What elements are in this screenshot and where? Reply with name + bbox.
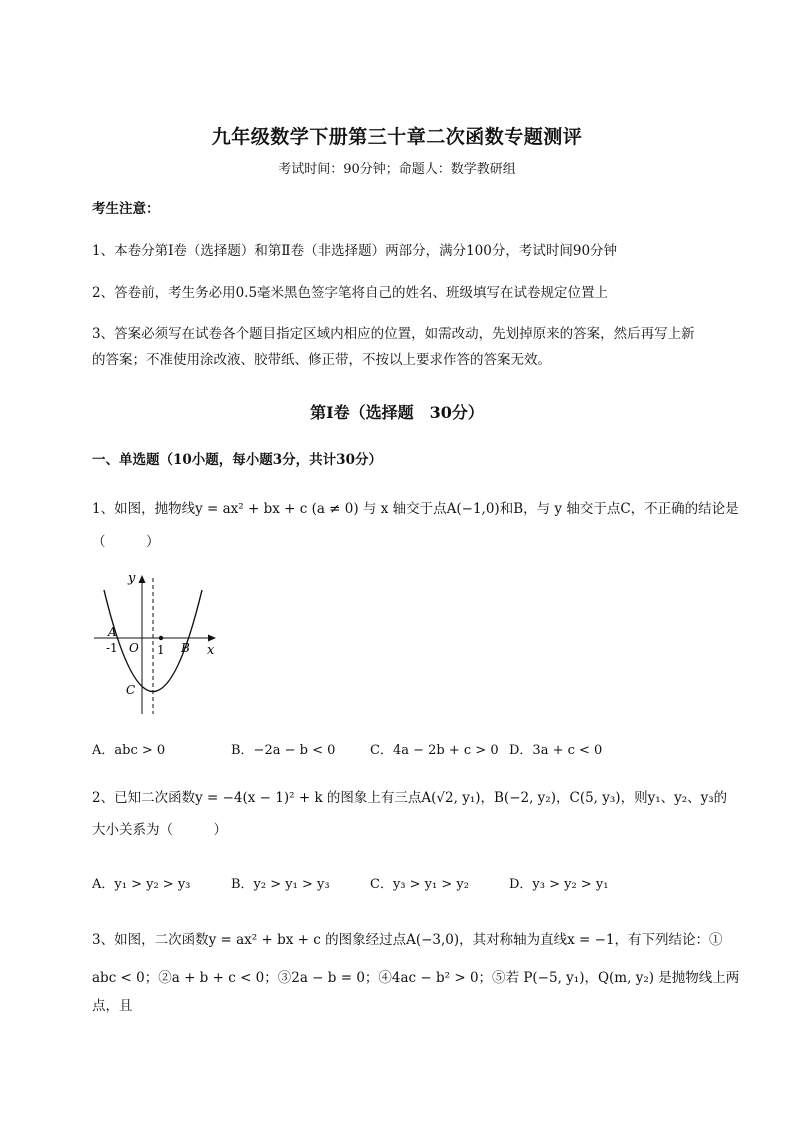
- notice-heading: 考生注意：: [92, 201, 160, 217]
- q2-stem-line-1: 2、已知二次函数y = −4(x − 1)² + k 的图象上有三点A(√2, y₁)，B(−2, y₂)，C(5, y₃)，则y₁、y₂、y₃的: [92, 790, 728, 806]
- q1-option-a: A．abc > 0: [92, 743, 166, 758]
- q3-stem-line-1: 3、如图，二次函数y = ax² + bx + c 的图象经过点A(−3,0)，其对称轴为直线x = −1，有下列结论：①: [92, 932, 723, 948]
- y-axis-label: y: [128, 571, 136, 586]
- x-axis-arrow: [208, 635, 216, 642]
- point-a-label: A: [108, 625, 117, 639]
- origin-label: O: [129, 641, 139, 655]
- one-label: 1: [157, 643, 165, 657]
- y-axis-arrow: [139, 575, 146, 583]
- q2-option-c: C．y₃ > y₁ > y₂: [370, 877, 469, 892]
- q1-parabola-graph: [92, 568, 222, 718]
- point-one: [159, 636, 163, 640]
- q1-option-d: D．3a + c < 0: [509, 743, 603, 758]
- notice-item-3-line-1: 3、答案必须写在试卷各个题目指定区域内相应的位置，如需改动，先划掉原来的答案，然后再写上新: [92, 326, 695, 342]
- q3-stem-line-2: abc < 0；②a + b + c < 0；③2a − b = 0；④4ac − b² > 0；⑤若 P(−5, y₁)，Q(m, y₂) 是抛物线上两点，且: [92, 970, 740, 1014]
- q2-option-a: A．y₁ > y₂ > y₃: [92, 877, 191, 892]
- neg-one-label: -1: [106, 641, 118, 655]
- point-b-label: B: [181, 641, 190, 655]
- page-title: 九年级数学下册第三十章二次函数专题测评: [211, 126, 583, 148]
- notice-item-2: 2、答卷前，考生务必用0.5毫米黑色签字笔将自己的姓名、班级填写在试卷规定位置上: [92, 285, 609, 301]
- q2-option-b: B．y₂ > y₁ > y₃: [231, 877, 330, 892]
- notice-item-3-line-2: 的答案；不准使用涂改液、胶带纸、修正带，不按以上要求作答的答案无效。: [92, 352, 551, 368]
- notice-item-1: 1、本卷分第Ⅰ卷（选择题）和第Ⅱ卷（非选择题）两部分，满分100分，考试时间90分钟: [92, 243, 618, 259]
- part-title: 一、单选题（10小题，每小题3分，共计30分）: [92, 452, 382, 468]
- q1-option-c: C．4a − 2b + c > 0: [370, 743, 499, 758]
- q2-option-d: D．y₃ > y₂ > y₁: [509, 877, 609, 892]
- exam-info: 考试时间：90分钟；命题人：数学教研组: [278, 162, 516, 177]
- section-title: 第Ⅰ卷（选择题 30分）: [310, 403, 484, 422]
- q1-stem-line-1: 1、如图，抛物线y = ax² + bx + c (a ≠ 0) 与 x 轴交于点A(−1,0)和B，与 y 轴交于点C，不正确的结论是: [92, 501, 739, 517]
- x-axis-label: x: [207, 643, 215, 658]
- q1-stem-line-2: （ ）: [92, 534, 160, 550]
- q1-option-b: B．−2a − b < 0: [231, 743, 336, 758]
- point-c-label: C: [126, 683, 136, 697]
- q2-stem-line-2: 大小关系为（ ）: [92, 822, 227, 838]
